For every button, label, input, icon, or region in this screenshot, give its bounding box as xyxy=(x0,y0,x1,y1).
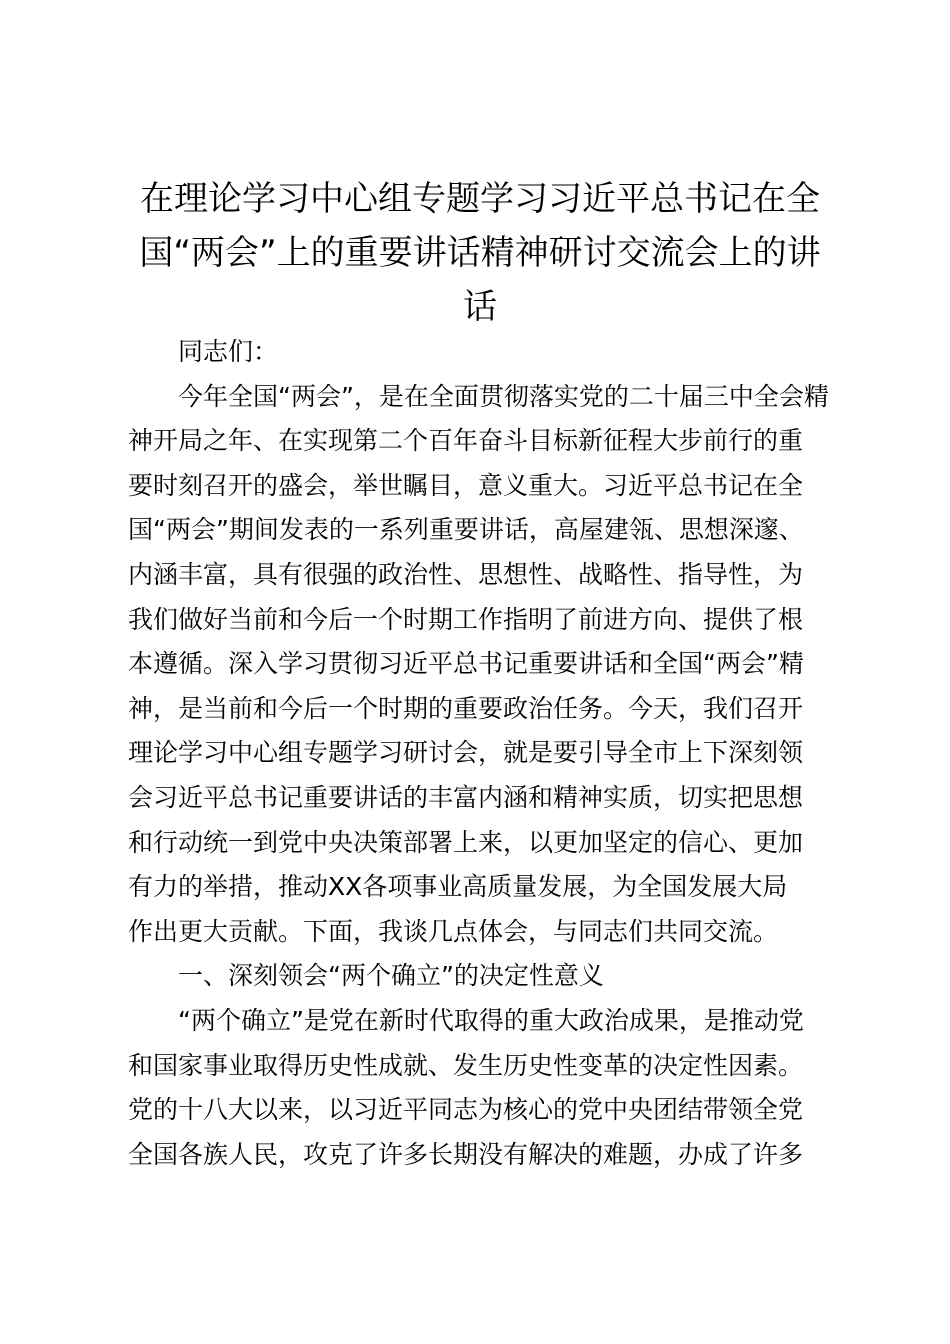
body-line: 理论学习中心组专题学习研讨会，就是要引导全市上下深刻领 xyxy=(128,738,804,768)
body-line: 和行动统一到党中央决策部署上来，以更加坚定的信心、更加 xyxy=(128,827,804,857)
body-line: 和国家事业取得历史性成就、发生历史性变革的决定性因素。 xyxy=(128,1050,804,1080)
body-line: 我们做好当前和今后一个时期工作指明了前进方向、提供了根 xyxy=(128,604,804,634)
body-line: 党的十八大以来，以习近平同志为核心的党中央团结带领全党 xyxy=(128,1095,804,1125)
body-line: 全国各族人民，攻克了许多长期没有解决的难题，办成了许多 xyxy=(128,1139,804,1169)
body-line: 神，是当前和今后一个时期的重要政治任务。今天，我们召开 xyxy=(128,693,804,723)
title-line-1: 在理论学习中心组专题学习习近平总书记在全 xyxy=(140,179,820,219)
body-line: 今年全国“两会”，是在全面贯彻落实党的二十届三中全会精 xyxy=(178,381,829,411)
body-line: 本遵循。深入学习贯彻习近平总书记重要讲话和全国“两会”精 xyxy=(128,649,804,679)
body-line: 神开局之年、在实现第二个百年奋斗目标新征程大步前行的重 xyxy=(128,426,804,456)
body-line: 作出更大贡献。下面，我谈几点体会，与同志们共同交流。 xyxy=(128,916,779,946)
body-line: 会习近平总书记重要讲话的丰富内涵和精神实质，切实把思想 xyxy=(128,782,804,812)
body-line: 国“两会”期间发表的一系列重要讲话，高屋建瓴、思想深邃、 xyxy=(128,515,804,545)
body-line: 有力的举措，推动XX各项事业高质量发展，为全国发展大局 xyxy=(128,872,788,902)
section-heading: 一、深刻领会“两个确立”的决定性意义 xyxy=(178,961,604,991)
body-line: “两个确立”是党在新时代取得的重大政治成果，是推动党 xyxy=(178,1005,804,1035)
document-title xyxy=(120,172,840,334)
body-line: 内涵丰富，具有很强的政治性、思想性、战略性、指导性，为 xyxy=(128,559,804,589)
title-line-2: 国“两会”上的重要讲话精神研讨交流会上的讲 xyxy=(139,233,821,273)
salutation: 同志们： xyxy=(178,337,279,366)
document-body xyxy=(128,330,828,1177)
title-line-3: 话 xyxy=(463,287,497,327)
body-line: 要时刻召开的盛会，举世瞩目，意义重大。习近平总书记在全 xyxy=(128,470,804,500)
